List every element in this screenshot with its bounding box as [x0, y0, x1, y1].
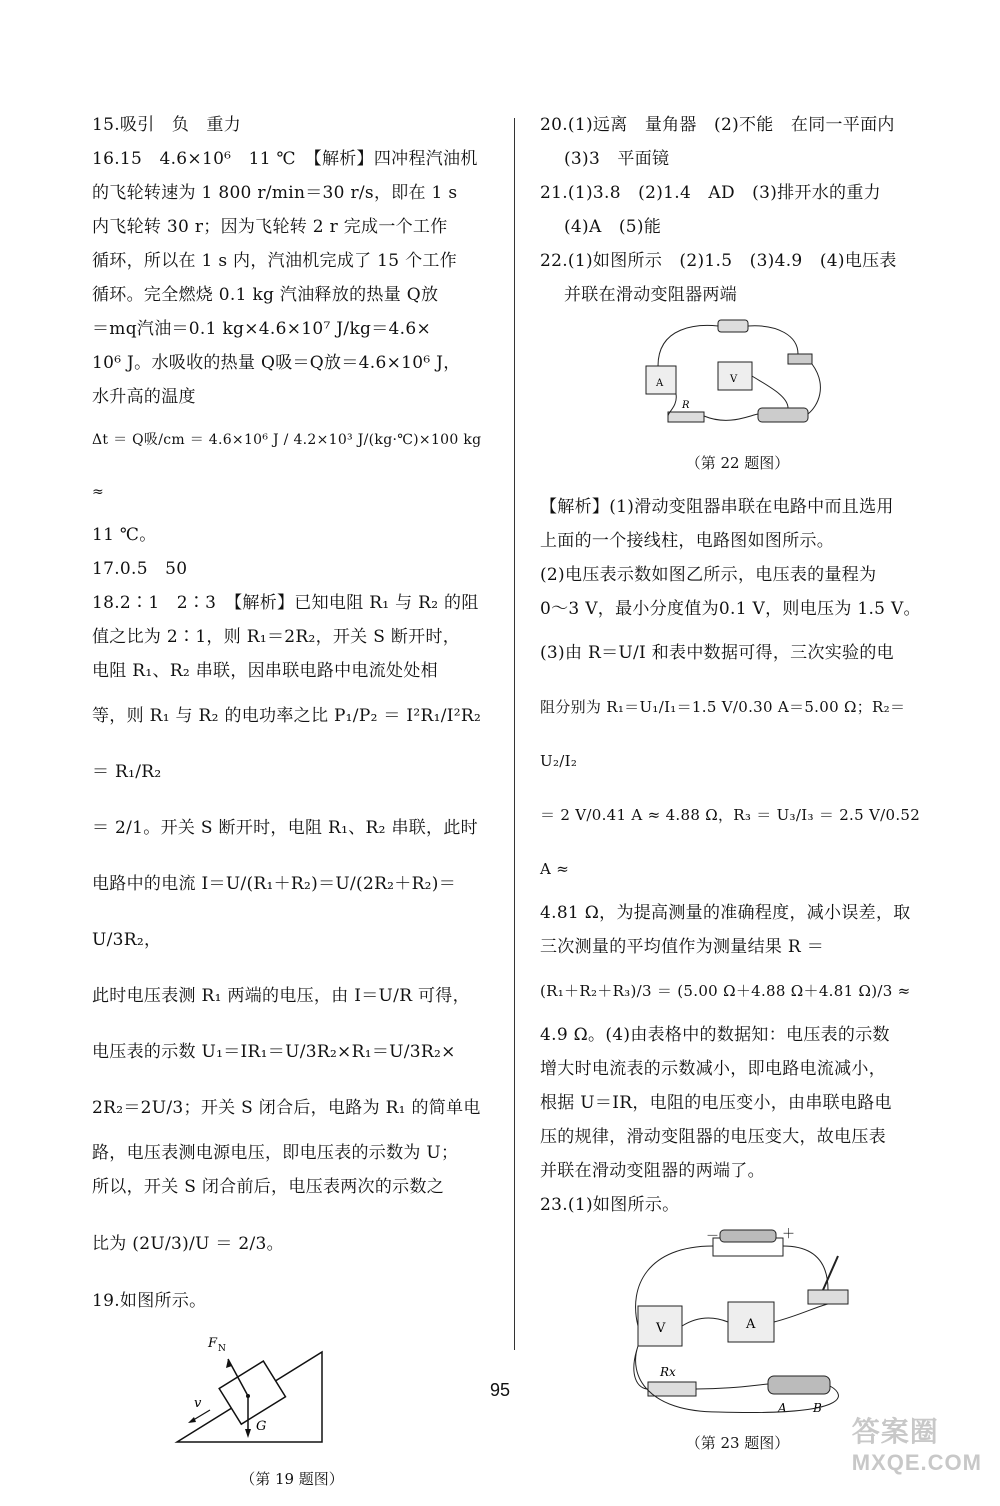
svg-text:A: A: [777, 1401, 787, 1415]
answer-18: 18.2∶1 2∶3 【解析】已知电阻 R₁ 与 R₂ 的阻 值之比为 2∶1，则 R₁＝2R₂，开关 S 断开时， 电阻 R₁、R₂ 串联，因串联电路中电流处处相 等，则 R₁ 与 R₂ 的电功率之比 P₁/P₂ ＝ I²R₁/I²R₂ ＝ R₁/R₂ ＝ 2/1。开关 S 断开时，电阻 R₁、R₂ 串联，此时 电路中的电流 I＝U/(R₁＋R₂)＝U/(2R₂＋R₂)＝U/3R₂， 此时电压表测 R₁ 两端的电压，由 I＝U/R 可得， 电压表的示数 U₁＝IR₁＝U/3R₂×R₁＝U/3R₂× 2R₂＝2U/3；开关 S 闭合后，电路为 R₁ 的简单电 路，电压表测电源电压，即电压表的示数为 U； 所以，开关 S 闭合前后，电压表两次的示数之 比为 (2U/3)/U ＝ 2/3。: [92, 593, 487, 1254]
battery: [718, 320, 748, 332]
answer-16: 16.15 4.6×10⁶ 11 ℃ 【解析】四冲程汽油机 的飞轮转速为 1 800 r/min＝30 r/s，即在 1 s 内飞轮转 30 r；因为飞轮转 2 r 完成一个工作 循环，所以在 1 s 内，汽油机完成了 15 个工作 循环。完全燃烧 0.1 kg 汽油释放的热量 Q放 ＝mq汽油＝0.1 kg×4.6×10⁷ J/kg＝4.6× 10⁶ J。水吸收的热量 Q吸＝Q放＝4.6×10⁶ J， 水升高的温度 Δt ＝ Q吸/cm ＝ 4.6×10⁶ J / 4.2×10³ J/(kg·℃)×100 kg ≈ 11 ℃。: [92, 142, 492, 552]
answer-19: 19.如图所示。: [92, 1291, 207, 1311]
svg-text:－: －: [705, 1229, 719, 1244]
svg-text:A: A: [655, 378, 663, 389]
answer-20: 20.(1)远离 量角器 (2)不能 在同一平面内 (3)3 平面镜: [540, 115, 895, 169]
column-divider: [514, 118, 515, 1350]
figure-23-caption: （第 23 题图）: [685, 1434, 790, 1452]
switch: [808, 1290, 848, 1304]
figure-22-caption: （第 22 题图）: [685, 454, 790, 472]
left-column: [92, 108, 492, 1506]
svg-text:V: V: [655, 1321, 665, 1336]
rheostat: [758, 408, 808, 422]
answer-15: 15.吸引 负 重力: [92, 115, 242, 135]
page-number: 95: [489, 1380, 511, 1400]
v-label: v: [194, 1396, 202, 1411]
fn-label: F: [208, 1336, 218, 1351]
right-column: [540, 108, 935, 1470]
fn-sub-label: N: [218, 1344, 226, 1354]
answer-22: 22.(1)如图所示 (2)1.5 (3)4.9 (4)电压表 并联在滑动变阻器两端: [540, 251, 897, 305]
answer-23: 23.(1)如图所示。: [540, 1195, 680, 1215]
answer-22-analysis: 【解析】(1)滑动变阻器串联在电路中而且选用 上面的一个接线柱，电路图如图所示。 (2)电压表示数如图乙所示，电压表的量程为 0～3 V，最小分度值为0.1 V，则电压为 1.5 V。 (3)由 R＝U/I 和表中数据可得，三次实验的电 阻分别为 R₁＝U₁/I₁＝1.5 V/0.30 A＝5.00 Ω；R₂＝U₂/I₂ ＝ 2 V/0.41 A ≈ 4.88 Ω，R₃ ＝ U₃/I₃ ＝ 2.5 V/0.52 A ≈ 4.81 Ω，为提高测量的准确程度，减小误差，取 三次测量的平均值作为测量结果 R ＝ (R₁＋R₂＋R₃)/3 ＝ (5.00 Ω＋4.88 Ω＋4.81 Ω)/3 ≈ 4.9 Ω。(4)由表格中的数据知：电压表的示数 增大时电流表的示数减小，即电路电流减小， 根据 U＝IR，电阻的电压变小，由串联电路电 压的规律，滑动变阻器的电压变大，故电压表 并联在滑动变阻器的两端了。: [540, 497, 926, 1181]
battery: [720, 1230, 776, 1242]
svg-text:R: R: [681, 400, 690, 411]
svg-text:A: A: [745, 1317, 755, 1332]
svg-text:B: B: [812, 1401, 822, 1415]
answer-21: 21.(1)3.8 (2)1.4 AD (3)排开水的重力 (4)A (5)能: [540, 183, 881, 237]
svg-text:Rx: Rx: [659, 1365, 676, 1379]
watermark: 答案圈 MXQE.COM: [851, 1416, 982, 1475]
figure-19-caption: （第 19 题图）: [240, 1470, 344, 1488]
switch: [788, 354, 812, 364]
answer-17: 17.0.5 50: [92, 559, 188, 579]
svg-text:V: V: [729, 374, 737, 385]
equation-delta-t: Δt ＝ Q吸/cm ＝ 4.6×10⁶ J / 4.2×10³ J/(kg·℃)×100 kg ≈: [92, 432, 487, 500]
figure-22-circuit: [638, 316, 838, 436]
g-label: G: [256, 1419, 267, 1434]
resistor: [668, 412, 704, 422]
svg-text:＋: ＋: [781, 1227, 795, 1242]
